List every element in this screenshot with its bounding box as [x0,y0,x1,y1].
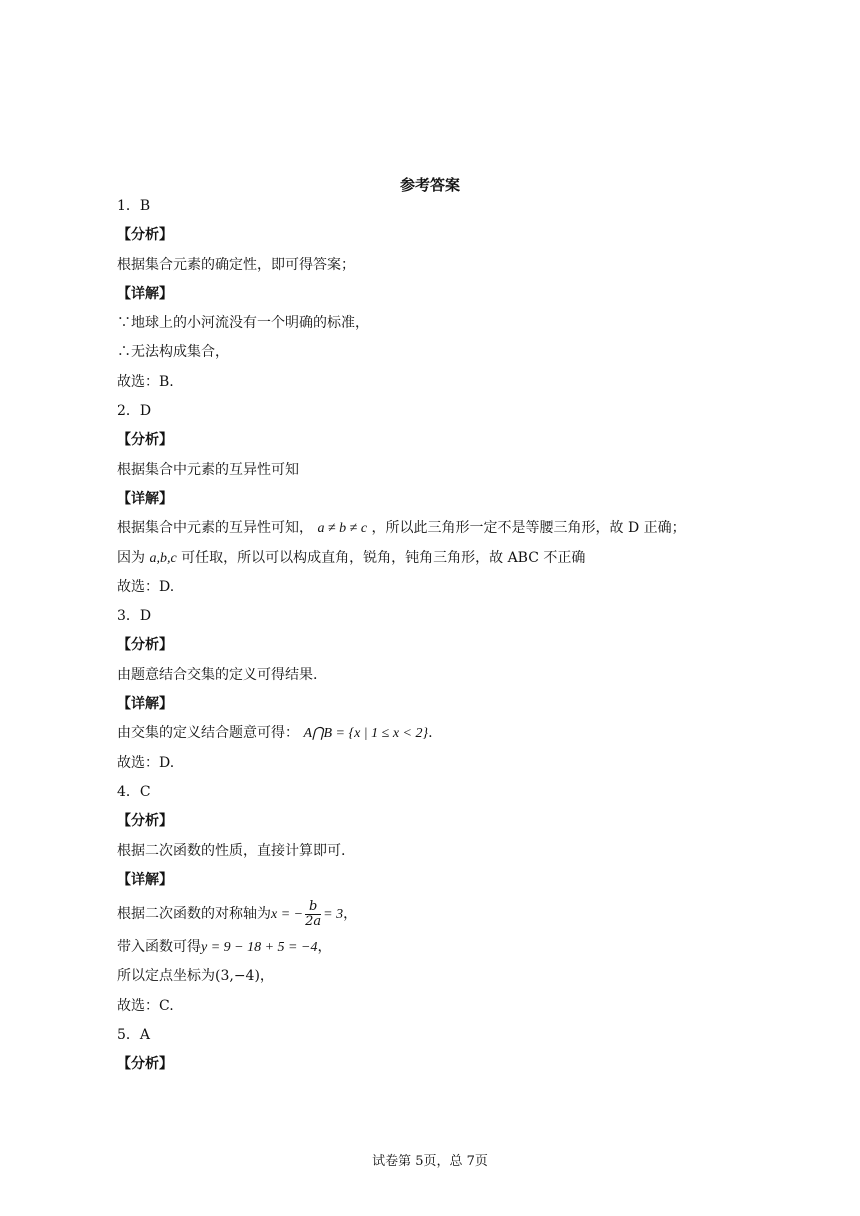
q3-detail-1-formula: A⋂B = {x | 1 ≤ x < 2} [303,726,429,742]
q4-fraction-denominator: 2a [305,913,322,929]
q2-detail-2-text-b: 可任取，所以可以构成直角，锐角，钝角三角形，故 ABC 不正确 [181,549,586,566]
q3-detail-1-text-a: 由交集的定义结合题意可得： [117,725,299,742]
q1-number: 1．B [117,198,151,214]
q4-detail-3-text-a: 所以定点坐标为 [117,968,215,985]
q4-detail-line-1 [117,895,757,933]
q4-detail-2-text-b: ， [317,939,332,956]
q4-analysis-text: 根据二次函数的性质，直接计算即可. [117,842,346,859]
q4-detail-1-text-a: 根据二次函数的对称轴为 [117,906,271,923]
q3-analysis-text: 由题意结合交集的定义可得结果. [117,666,318,683]
q1-answer: 故选：B. [117,373,174,390]
page-title: 参考答案 [399,176,460,194]
q4-detail-1-text-b: ， [343,906,358,923]
q4-detail-1-formula-a: x = − [271,907,304,923]
q3-analysis-heading: 【分析】 [117,637,173,654]
q3-detail-1-text-b: . [428,725,433,742]
q2-detail-2-formula: a,b,c [149,550,177,566]
q4-number: 4．C [117,783,151,800]
q4-answer: 故选：C. [117,997,174,1014]
q1-detail-line-1: ∵地球上的小河流没有一个明确的标准， [117,315,369,332]
q4-fraction [305,900,321,928]
q2-detail-2-text-a: 因为 [117,549,145,566]
q2-detail-heading: 【详解】 [117,490,173,507]
q4-detail-1-formula-b: = 3 [323,907,344,923]
q2-number: 2．D [117,403,152,420]
q2-detail-1-formula: a ≠ b ≠ c [317,521,368,537]
q3-detail-line-1 [117,719,757,748]
q4-detail-2-formula: y = 9 − 18 + 5 = −4 [201,940,318,956]
q2-analysis-heading: 【分析】 [117,432,173,449]
q4-detail-heading: 【详解】 [117,871,173,888]
q4-detail-2-text-a: 带入函数可得 [117,939,201,956]
q1-analysis-heading: 【分析】 [117,227,173,244]
q3-detail-heading: 【详解】 [117,696,173,713]
q4-detail-3-formula: (3,−4) [215,968,260,985]
q2-answer: 故选：D. [117,578,175,595]
q2-analysis-text: 根据集合中元素的互异性可知 [117,461,299,478]
q3-answer: 故选：D. [117,754,175,771]
q3-number: 3．D [117,608,152,625]
q1-detail-line-2: ∴无法构成集合， [117,344,229,361]
q1-detail-heading: 【详解】 [117,285,173,302]
q4-detail-3-text-b: ， [259,968,274,985]
q2-detail-line-1 [117,514,757,543]
q4-detail-line-3 [117,962,757,991]
q4-fraction-numerator: b [305,900,321,915]
q5-analysis-heading: 【分析】 [117,1056,173,1073]
q4-analysis-heading: 【分析】 [117,813,173,830]
q1-analysis-text: 根据集合元素的确定性，即可得答案； [117,256,355,273]
page-footer: 试卷第 5页，总 7页 [372,1154,488,1169]
q2-detail-1-text-a: 根据集合中元素的互异性可知， [117,520,313,537]
q2-detail-1-text-b: ，所以此三角形一定不是等腰三角形，故 D 正确； [371,520,686,537]
q2-detail-line-2 [117,544,757,573]
q5-number: 5．A [117,1027,151,1044]
answer-content [117,192,757,1080]
q4-detail-line-2 [117,933,757,962]
